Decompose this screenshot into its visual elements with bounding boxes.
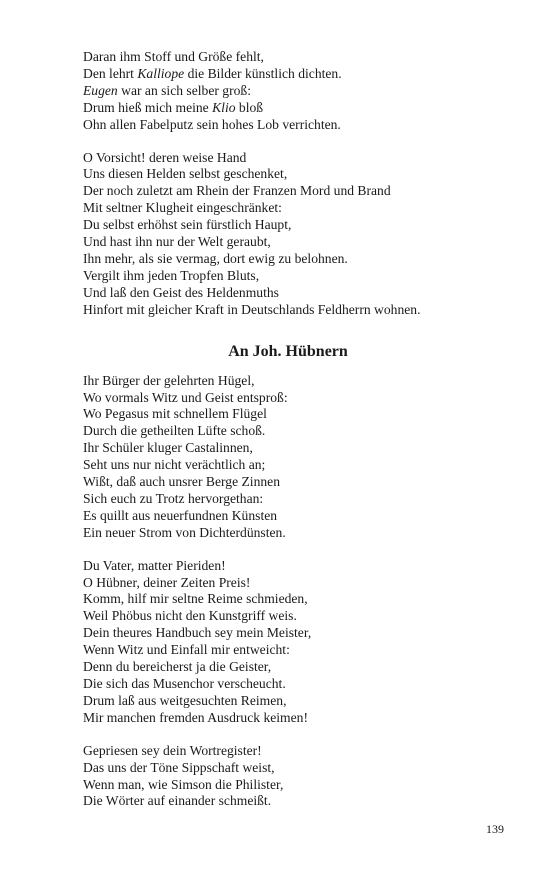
verse-line <box>83 166 503 183</box>
verse-text: Wißt, daß auch unsrer Berge Zinnen <box>83 474 281 490</box>
verse-line <box>83 693 503 710</box>
verse-line <box>83 508 503 525</box>
verse-line <box>83 777 503 794</box>
verse-text: war an sich selber groß: <box>117 82 251 98</box>
verse-text: Du selbst erhöhst sein fürstlich Haupt, <box>83 217 292 233</box>
verse-text: O Hübner, deiner Zeiten Preis! <box>83 574 251 590</box>
verse-text: Ein neuer Strom von Dichterdünsten. <box>83 524 286 540</box>
verse-line <box>83 625 503 642</box>
verse-text: Vergilt ihm jeden Tropfen Bluts, <box>83 267 260 283</box>
verse-line <box>83 83 503 100</box>
verse-line <box>83 608 503 625</box>
verse-text: Mit seltner Klugheit eingeschränket: <box>83 200 282 216</box>
verse-line <box>83 406 503 423</box>
italic-name: Klio <box>212 99 236 115</box>
verse-text: O Vorsicht! deren weise Hand <box>83 149 247 165</box>
verse-text: Ihr Schüler kluger Castalinnen, <box>83 440 253 456</box>
verse-line <box>83 285 503 302</box>
verse-text: Daran ihm Stoff und Größe fehlt, <box>83 49 264 64</box>
verse-text: Durch die getheilten Lüfte schoß. <box>83 423 266 439</box>
stanza <box>83 49 503 134</box>
verse-text: Der noch zuletzt am Rhein der Franzen Mord und Brand <box>83 183 391 199</box>
poem-title: An Joh. Hübnern <box>228 342 348 360</box>
verse-line <box>83 591 503 608</box>
verse-text: Die Wörter auf einander schmeißt. <box>83 793 272 809</box>
verse-text: Wenn Witz und Einfall mir entweicht: <box>83 642 290 658</box>
verse-text: Uns diesen Helden selbst geschenket, <box>83 166 288 182</box>
verse-line <box>83 150 503 167</box>
verse-text: Mir manchen fremden Ausdruck keimen! <box>83 709 308 725</box>
verse-text: Dein theures Handbuch sey mein Meister, <box>83 625 312 641</box>
verse-text: Es quillt aus neuerfundnen Künsten <box>83 507 278 523</box>
verse-text: Das uns der Töne Sippschaft weist, <box>83 759 275 775</box>
verse-line <box>83 474 503 491</box>
poem-an-joh-huebnern <box>83 373 503 811</box>
verse-line <box>83 676 503 693</box>
verse-text: Ohn allen Fabelputz sein hohes Lob verrichten. <box>83 116 341 132</box>
verse-line <box>83 659 503 676</box>
stanza <box>83 743 503 811</box>
verse-line <box>83 49 503 66</box>
verse-text: Wenn man, wie Simson die Philister, <box>83 776 284 792</box>
verse-text: Ihr Bürger der gelehrten Hügel, <box>83 372 255 388</box>
stanza <box>83 373 503 542</box>
verse-line <box>83 457 503 474</box>
verse-text: Und hast ihn nur der Welt geraubt, <box>83 234 271 250</box>
stanza <box>83 558 503 727</box>
verse-line <box>83 302 503 319</box>
verse-text: Drum laß aus weitgesuchten Reimen, <box>83 692 287 708</box>
verse-line <box>83 793 503 810</box>
verse-line <box>83 743 503 760</box>
verse-text: Hinfort mit gleicher Kraft in Deutschlands Feldherrn wohnen. <box>83 301 421 317</box>
verse-line <box>83 200 503 217</box>
verse-line <box>83 440 503 457</box>
verse-line <box>83 642 503 659</box>
verse-text: Gepriesen sey dein Wortregister! <box>83 742 262 758</box>
verse-line <box>83 558 503 575</box>
verse-line <box>83 268 503 285</box>
verse-text: Wo vormals Witz und Geist entsproß: <box>83 389 288 405</box>
verse-line <box>83 373 503 390</box>
verse-text: Komm, hilf mir seltne Reime schmieden, <box>83 591 308 607</box>
verse-text: Drum hieß mich meine <box>83 99 213 115</box>
verse-line <box>83 575 503 592</box>
verse-line <box>83 66 503 83</box>
verse-text: Seht uns nur nicht verächtlich an; <box>83 457 266 473</box>
italic-name: Eugen <box>83 82 118 98</box>
verse-text: bloß <box>235 99 264 115</box>
verse-text: die Bilder künstlich dichten. <box>184 65 342 81</box>
verse-line <box>83 217 503 234</box>
poem-continuation <box>83 49 503 319</box>
page-number: 139 <box>486 822 504 836</box>
verse-line <box>83 390 503 407</box>
verse-line <box>83 234 503 251</box>
stanza <box>83 150 503 319</box>
verse-text: Du Vater, matter Pieriden! <box>83 557 226 573</box>
verse-line <box>83 423 503 440</box>
verse-line <box>83 183 503 200</box>
verse-text: Den lehrt <box>83 65 138 81</box>
verse-text: Denn du bereicherst ja die Geister, <box>83 659 272 675</box>
italic-name: Kalliope <box>137 65 185 81</box>
verse-text: Die sich das Musenchor verscheucht. <box>83 676 286 691</box>
page-content <box>83 49 503 826</box>
verse-line <box>83 251 503 268</box>
verse-line <box>83 491 503 508</box>
verse-text: Wo Pegasus mit schnellem Flügel <box>83 406 267 422</box>
verse-line <box>83 525 503 542</box>
verse-line <box>83 117 503 134</box>
verse-text: Sich euch zu Trotz hervorgethan: <box>83 490 264 506</box>
verse-text: Weil Phöbus nicht den Kunstgriff weis. <box>83 608 297 624</box>
verse-text: Ihn mehr, als sie vermag, dort ewig zu belohnen. <box>83 250 348 266</box>
verse-line <box>83 100 503 117</box>
verse-text: Und laß den Geist des Heldenmuths <box>83 284 279 300</box>
verse-line <box>83 710 503 727</box>
verse-line <box>83 760 503 777</box>
